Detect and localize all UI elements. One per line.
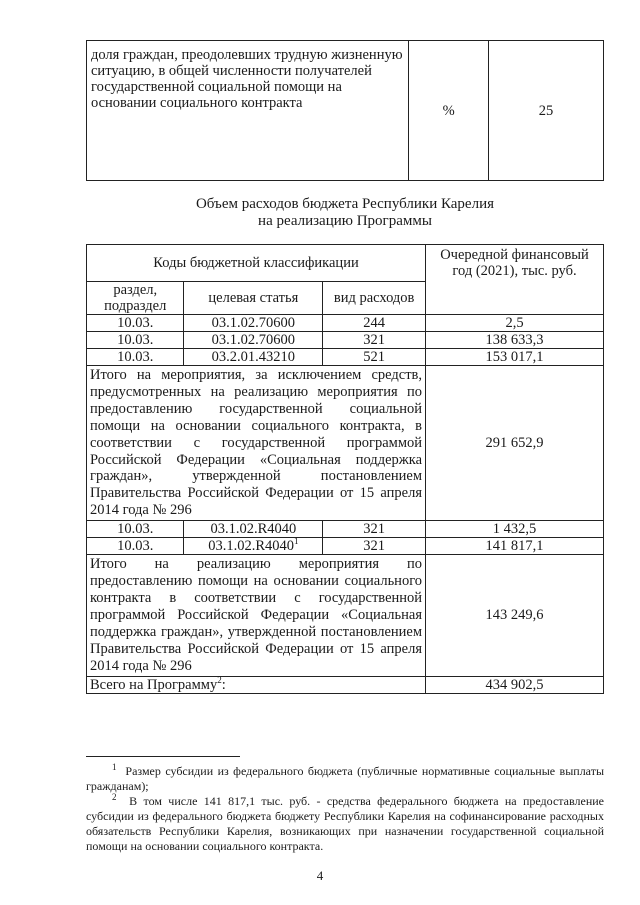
subtotal-row (87, 366, 604, 521)
header-target-article: целевая статья (184, 282, 323, 315)
cell-amount: 2,5 (426, 315, 604, 332)
cell-section: 10.03. (87, 521, 184, 538)
footnote-mark: 1 (112, 762, 117, 772)
cell-type: 244 (323, 315, 426, 332)
grand-total-label (87, 676, 426, 693)
footnote-ref-2: 2 (217, 674, 222, 685)
subtotal-text: Итого на мероприятия, за исключением средств, предусмотренных на реализацию мероприятия по предоставлению государственной социальной помощи на основании социального контракта, в соответствии с государственной программой Российской Федерации «Социальная поддержка граждан», утвержденной постановлением Правительства Российской Федерации от 15 апреля 2014 года № 296 (87, 366, 426, 521)
footnote-text: В том числе 141 817,1 тыс. руб. - средства федерального бюджета на предоставление субсидии из федерального бюджета бюджету Республики Карелия на софинансирование расходных обязательств Республики Карелия, возникающих при назначении государственной социальной помощи на основании социального контракта. (86, 794, 604, 853)
page-number: 4 (316, 868, 324, 883)
cell-target-text: 03.1.02.R4040 (208, 538, 294, 555)
cell-amount: 141 817,1 (426, 538, 604, 555)
grand-total-text: Всего на Программу (90, 676, 218, 693)
cell-target: 03.1.02.R4040 (184, 521, 323, 538)
indicator-value: 25 (489, 41, 604, 181)
footnote-divider (86, 756, 240, 757)
cell-amount: 153 017,1 (426, 349, 604, 366)
grand-total-row (87, 676, 604, 693)
cell-target: 03.1.02.70600 (184, 332, 323, 349)
cell-target: 03.1.02.70600 (184, 315, 323, 332)
budget-table (86, 244, 604, 694)
grand-total-amount: 434 902,5 (426, 676, 604, 693)
grand-total-colon: : (221, 676, 226, 693)
cell-type: 321 (323, 521, 426, 538)
cell-section: 10.03. (87, 538, 184, 555)
section-heading-line-2: на реализацию Программы (258, 213, 432, 229)
subtotal-amount: 291 652,9 (426, 366, 604, 521)
header-section: раздел, подраздел (87, 282, 184, 315)
indicator-row (87, 41, 604, 181)
cell-type: 521 (323, 349, 426, 366)
footnote-text: Размер субсидии из федерального бюджета (публичные нормативные социальные выплаты гражданам); (86, 764, 605, 793)
footnote-2 (86, 794, 604, 854)
subtotal-text: Итого на реализацию мероприятия по предоставлению помощи на основании социального контракта в соответствии с государственной программой Российской Федерации «Социальная поддержка граждан», утвержденной постановлением Правительства Российской Федерации от 15 апреля 2014 года № 296 (87, 555, 426, 676)
header-budget-codes: Коды бюджетной классификации (87, 245, 426, 282)
cell-target: 03.2.01.43210 (184, 349, 323, 366)
indicator-text: доля граждан, преодолевших трудную жизненную ситуацию, в общей численности получателей государственной социальной помощи на основании социального контракта (87, 41, 409, 181)
header-financial-year: Очередной финансовый год (2021), тыс. руб. (426, 245, 604, 315)
table-row (87, 315, 604, 332)
indicator-unit: % (409, 41, 489, 181)
indicator-table (86, 40, 604, 181)
footnote-mark: 2 (112, 792, 117, 802)
section-heading-line-1: Объем расходов бюджета Республики Карелия (195, 196, 495, 212)
budget-header-row (87, 245, 604, 282)
table-row (87, 521, 604, 538)
cell-section: 10.03. (87, 315, 184, 332)
table-row (87, 349, 604, 366)
cell-section: 10.03. (87, 332, 184, 349)
cell-type: 321 (323, 332, 426, 349)
table-row (87, 332, 604, 349)
table-row (87, 538, 604, 555)
footnote-ref-1: 1 (294, 536, 299, 547)
cell-type: 321 (323, 538, 426, 555)
cell-section: 10.03. (87, 349, 184, 366)
cell-amount: 1 432,5 (426, 521, 604, 538)
subtotal-row (87, 555, 604, 676)
cell-target (184, 538, 323, 555)
cell-amount: 138 633,3 (426, 332, 604, 349)
header-expense-type: вид расходов (323, 282, 426, 315)
subtotal-amount: 143 249,6 (426, 555, 604, 676)
footnote-1 (86, 764, 604, 794)
